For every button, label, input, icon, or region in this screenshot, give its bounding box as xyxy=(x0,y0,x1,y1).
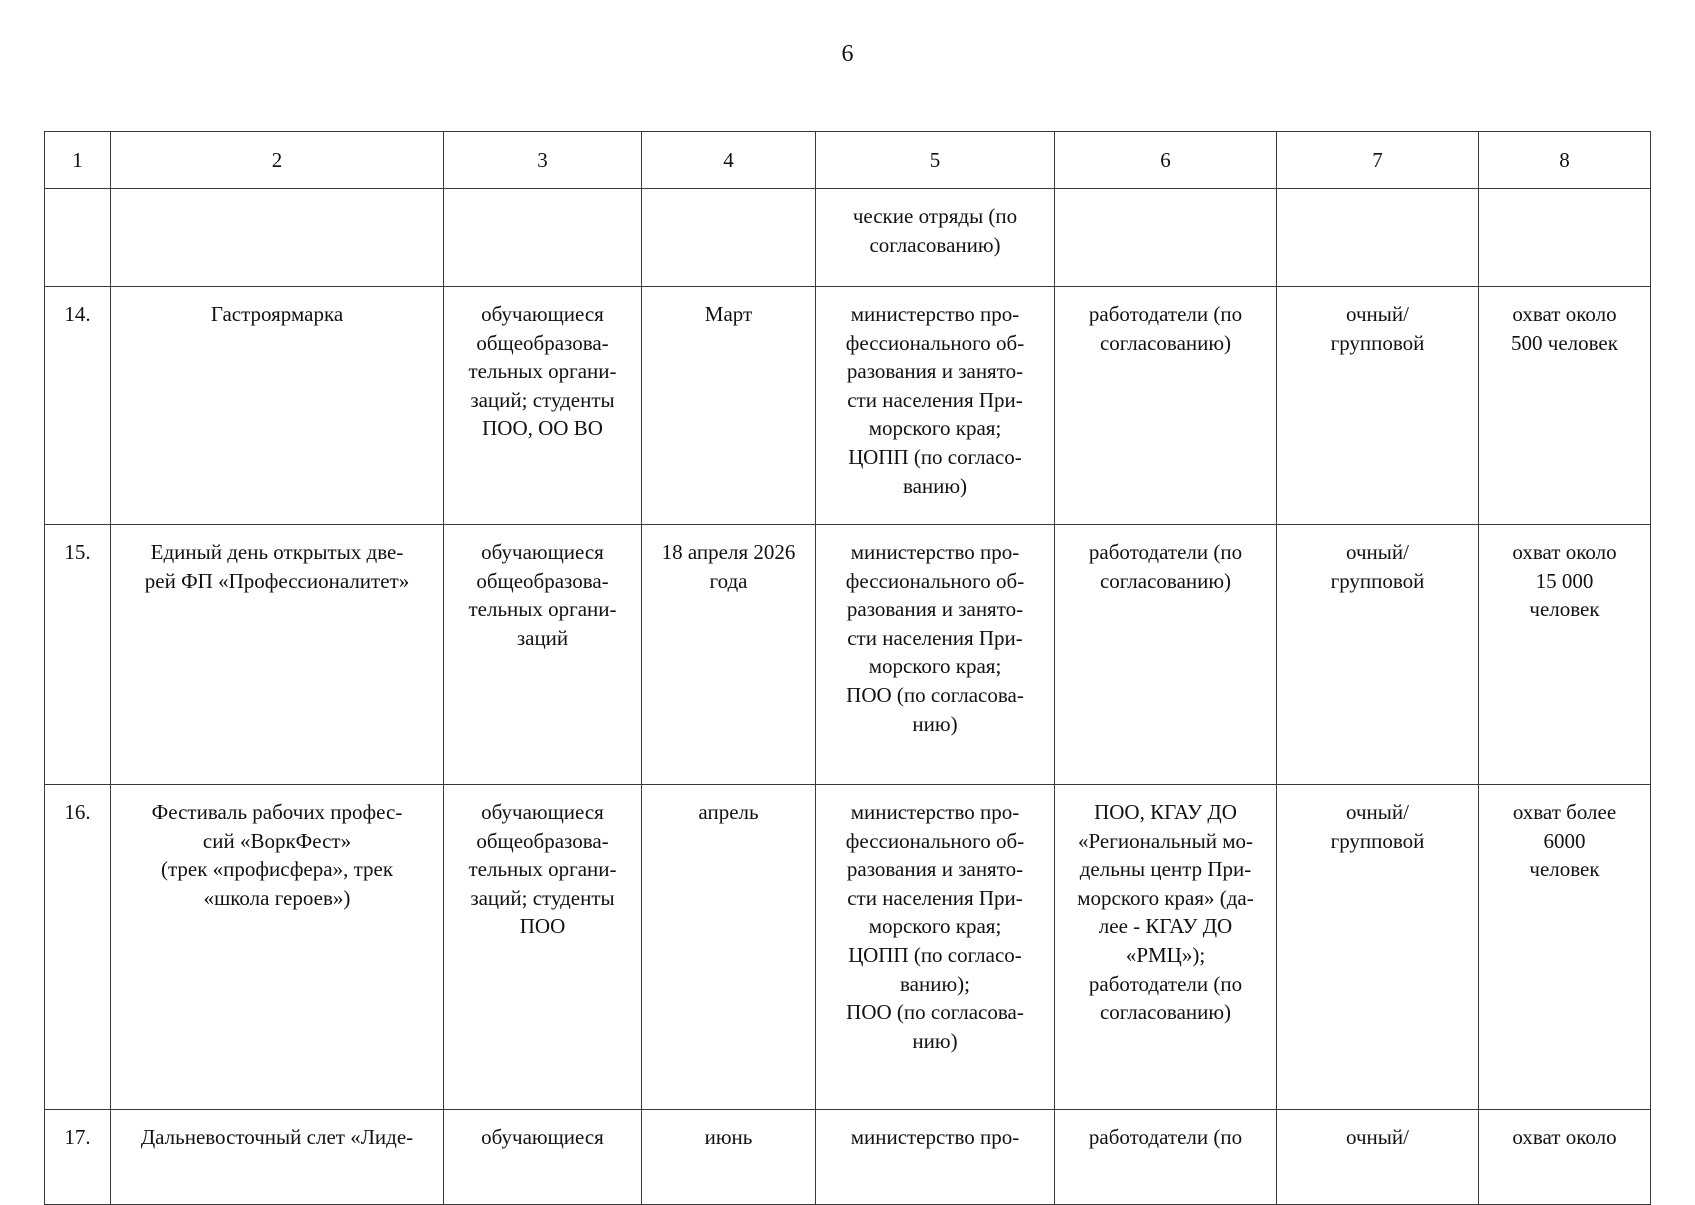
column-number-cell: 3 xyxy=(444,132,642,189)
column-number-header-row xyxy=(45,132,1651,189)
date-cell xyxy=(642,1110,816,1205)
cell-text-line: 6000 xyxy=(1543,828,1586,853)
cell-text-line: рей ФП «Профессионалитет» xyxy=(144,568,410,593)
cell-text-line: сти населения При- xyxy=(847,387,1023,412)
cell-text-line: ческие отряды (по xyxy=(852,204,1018,228)
cell-text-line: 18 апреля 2026 xyxy=(661,540,796,564)
events-table xyxy=(44,131,1651,1205)
column-number-cell: 1 xyxy=(45,132,111,189)
partners-cell xyxy=(1055,785,1277,1110)
event-name-cell xyxy=(111,1110,444,1205)
cell-text-line: «школа героев») xyxy=(203,885,351,910)
event-name-cell xyxy=(111,189,444,287)
cell-text-line: морского края» (да- xyxy=(1077,885,1254,910)
cell-text-line: согласованию) xyxy=(1099,568,1232,593)
cell-text-line: апрель xyxy=(698,800,759,824)
date-cell xyxy=(642,189,816,287)
cell-text-line: заций; студенты xyxy=(470,885,615,910)
row-number-cell xyxy=(45,1110,111,1205)
cell-text-line: работодатели (по xyxy=(1088,540,1243,564)
event-name-cell xyxy=(111,785,444,1110)
table-row xyxy=(45,525,1651,785)
cell-text-line: тельных органи- xyxy=(468,359,617,384)
organizers-cell xyxy=(816,287,1055,525)
column-number-cell: 5 xyxy=(816,132,1055,189)
cell-text-line: лее - КГАУ ДО xyxy=(1098,914,1233,939)
cell-text-line: охват более xyxy=(1512,800,1617,824)
cell-text-line: фессионального об- xyxy=(845,568,1025,593)
cell-text-line: заций; студенты xyxy=(470,387,615,412)
cell-text-line: охват около xyxy=(1512,302,1617,326)
format-cell xyxy=(1277,785,1479,1110)
row-number-cell xyxy=(45,785,111,1110)
cell-text-line: очный/ xyxy=(1346,1125,1409,1149)
cell-text-line: «РМЦ»); xyxy=(1125,942,1206,967)
participants-cell xyxy=(444,525,642,785)
column-number-cell: 2 xyxy=(111,132,444,189)
event-name-cell xyxy=(111,287,444,525)
cell-text-line: сий «ВоркФест» xyxy=(202,828,352,853)
cell-text-line: фессионального об- xyxy=(845,828,1025,853)
cell-text-line: охват около xyxy=(1512,1125,1617,1149)
cell-text-line: разования и занято- xyxy=(846,857,1024,882)
date-cell xyxy=(642,785,816,1110)
cell-text-line: сти населения При- xyxy=(847,885,1023,910)
cell-text-line: обучающиеся xyxy=(481,302,604,326)
cell-text-line: тельных органи- xyxy=(468,597,617,622)
cell-text-line: работодатели (по xyxy=(1088,971,1243,996)
cell-text-line: работодатели (по xyxy=(1088,302,1243,326)
partners-cell xyxy=(1055,189,1277,287)
cell-text-line: морского края; xyxy=(868,416,1002,441)
cell-text-line: разования и занято- xyxy=(846,359,1024,384)
cell-text-line: июнь xyxy=(704,1125,753,1149)
cell-text-line: нию) xyxy=(912,1028,958,1053)
cell-text-line: согласованию) xyxy=(1099,330,1232,355)
cell-text-line: человек xyxy=(1529,597,1600,622)
cell-text-line: 14. xyxy=(64,302,91,326)
table-row xyxy=(45,785,1651,1110)
cell-text-line: дельны центр При- xyxy=(1079,857,1252,882)
cell-text-line: (трек «профисфера», трек xyxy=(160,857,394,882)
organizers-cell xyxy=(816,525,1055,785)
cell-text-line: согласованию) xyxy=(869,232,1001,257)
coverage-cell xyxy=(1479,189,1651,287)
table-row xyxy=(45,287,1651,525)
cell-text-line: ванию); xyxy=(900,971,970,996)
cell-text-line: общеобразова- xyxy=(476,330,609,355)
cell-text-line: работодатели (по xyxy=(1088,1125,1243,1149)
coverage-cell xyxy=(1479,525,1651,785)
cell-text-line: очный/ xyxy=(1346,540,1409,564)
cell-text-line: 500 человек xyxy=(1511,330,1618,355)
cell-text-line: ПОО (по согласова- xyxy=(846,1000,1024,1025)
organizers-cell xyxy=(816,1110,1055,1205)
organizers-cell xyxy=(816,189,1055,287)
cell-text-line: ванию) xyxy=(902,473,968,498)
table-row xyxy=(45,189,1651,287)
cell-text-line: общеобразова- xyxy=(476,568,609,593)
cell-text-line: заций xyxy=(516,625,569,650)
cell-text-line: нию) xyxy=(912,711,958,736)
participants-cell xyxy=(444,189,642,287)
cell-text-line: морского края; xyxy=(868,654,1002,679)
cell-text-line: разования и занято- xyxy=(846,597,1024,622)
cell-text-line: согласованию) xyxy=(1099,1000,1232,1025)
cell-text-line: общеобразова- xyxy=(476,828,609,853)
row-number-cell xyxy=(45,287,111,525)
format-cell xyxy=(1277,525,1479,785)
coverage-cell xyxy=(1479,287,1651,525)
cell-text-line: ПОО (по согласова- xyxy=(846,682,1024,707)
format-cell xyxy=(1277,1110,1479,1205)
column-number-cell: 7 xyxy=(1277,132,1479,189)
cell-text-line: Март xyxy=(704,302,753,326)
event-name-cell xyxy=(111,525,444,785)
cell-text-line: тельных органи- xyxy=(468,857,617,882)
cell-text-line: обучающиеся xyxy=(481,800,604,824)
cell-text-line: 17. xyxy=(64,1125,91,1149)
table-row xyxy=(45,1110,1651,1205)
cell-text-line: министерство про- xyxy=(850,1125,1020,1149)
cell-text-line: групповой xyxy=(1330,828,1425,853)
cell-text-line: «Региональный мо- xyxy=(1078,828,1253,853)
cell-text-line: Фестиваль рабочих профес- xyxy=(151,800,403,824)
participants-cell xyxy=(444,1110,642,1205)
participants-cell xyxy=(444,785,642,1110)
cell-text-line: очный/ xyxy=(1346,800,1409,824)
column-number-cell: 4 xyxy=(642,132,816,189)
cell-text-line: Единый день открытых две- xyxy=(150,540,404,564)
coverage-cell xyxy=(1479,785,1651,1110)
cell-text-line: ПОО, ОО ВО xyxy=(482,416,603,441)
date-cell xyxy=(642,525,816,785)
cell-text-line: 15. xyxy=(64,540,91,564)
cell-text-line: года xyxy=(709,568,748,593)
cell-text-line: групповой xyxy=(1330,568,1425,593)
column-number-cell: 6 xyxy=(1055,132,1277,189)
cell-text-line: морского края; xyxy=(868,914,1002,939)
page-number: 6 xyxy=(841,41,854,67)
cell-text-line: сти населения При- xyxy=(847,625,1023,650)
cell-text-line: министерство про- xyxy=(850,302,1020,326)
cell-text-line: ЦОПП (по согласо- xyxy=(848,942,1022,967)
cell-text-line: очный/ xyxy=(1346,302,1409,326)
cell-text-line: групповой xyxy=(1330,330,1425,355)
cell-text-line: человек xyxy=(1529,857,1600,882)
row-number-cell xyxy=(45,189,111,287)
coverage-cell xyxy=(1479,1110,1651,1205)
cell-text-line: Дальневосточный слет «Лиде- xyxy=(140,1125,414,1149)
cell-text-line: министерство про- xyxy=(850,800,1020,824)
partners-cell xyxy=(1055,1110,1277,1205)
cell-text-line: ПОО, КГАУ ДО xyxy=(1094,800,1237,824)
format-cell xyxy=(1277,189,1479,287)
organizers-cell xyxy=(816,785,1055,1110)
cell-text-line: ЦОПП (по согласо- xyxy=(848,444,1022,469)
cell-text-line: 16. xyxy=(64,800,91,824)
partners-cell xyxy=(1055,525,1277,785)
cell-text-line: ПОО xyxy=(519,914,566,939)
cell-text-line: министерство про- xyxy=(850,540,1020,564)
cell-text-line: 15 000 xyxy=(1535,568,1594,593)
cell-text-line: Гастроярмарка xyxy=(210,302,344,326)
column-number-cell: 8 xyxy=(1479,132,1651,189)
cell-text-line: обучающиеся xyxy=(481,1125,604,1149)
date-cell xyxy=(642,287,816,525)
row-number-cell xyxy=(45,525,111,785)
cell-text-line: охват около xyxy=(1512,540,1617,564)
table-body xyxy=(45,132,1651,1205)
partners-cell xyxy=(1055,287,1277,525)
participants-cell xyxy=(444,287,642,525)
cell-text-line: фессионального об- xyxy=(845,330,1025,355)
cell-text-line: обучающиеся xyxy=(481,540,604,564)
format-cell xyxy=(1277,287,1479,525)
